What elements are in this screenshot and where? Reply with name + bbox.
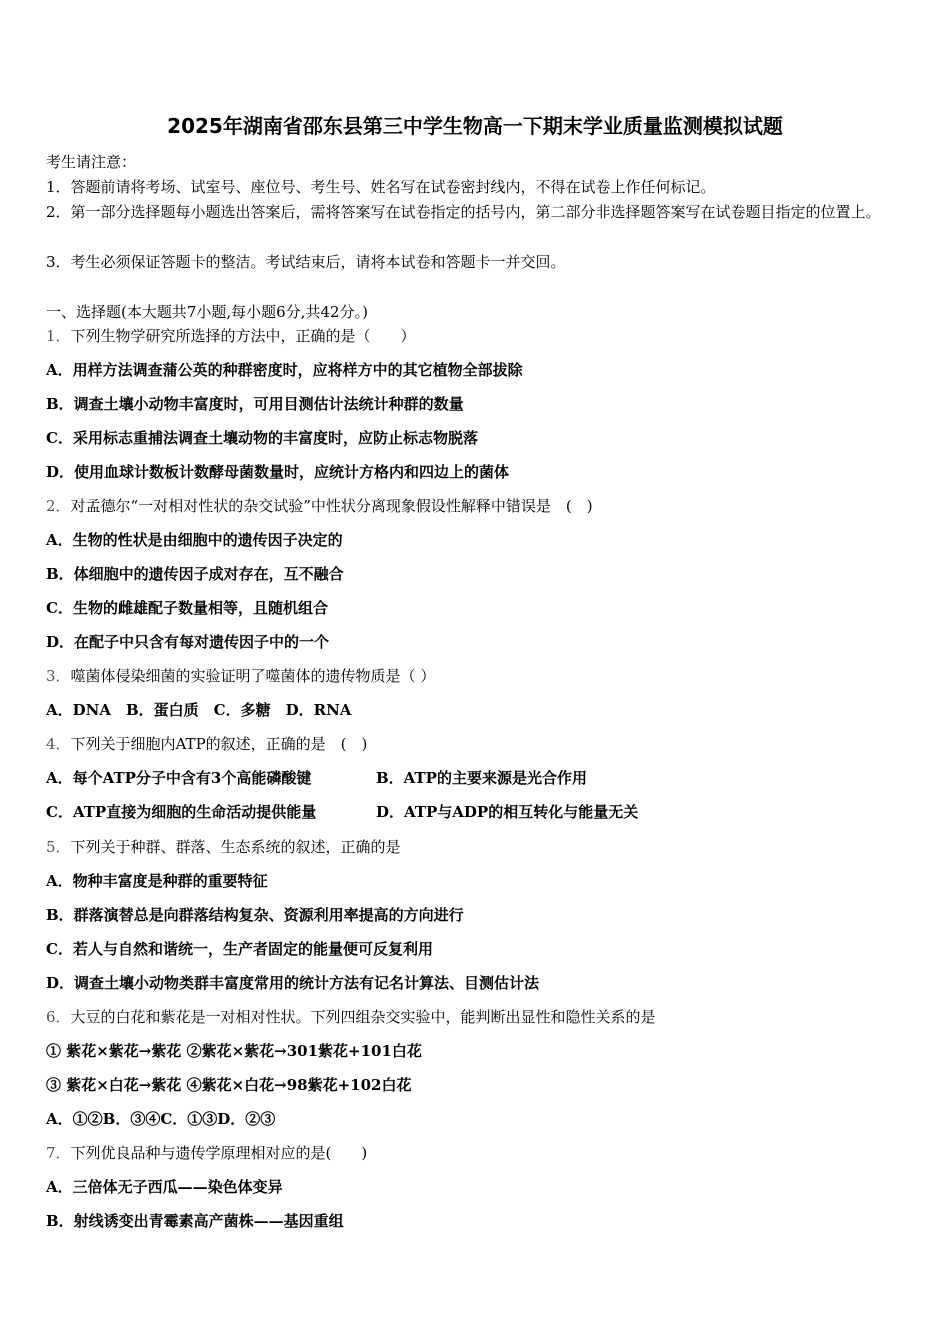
q1-option-b: B．调查土壤小动物丰富度时，可用目测估计法统计种群的数量 — [46, 395, 464, 413]
question-6 — [46, 1005, 906, 1029]
section-heading: 一、选择题(本大题共7小题,每小题6分,共42分。) — [46, 303, 368, 321]
question-stem: 下列关于细胞内ATP的叙述，正确的是 ( ) — [70, 735, 368, 753]
q4-option-row-1 — [46, 766, 906, 790]
q2-option-d: D．在配子中只含有每对遗传因子中的一个 — [46, 633, 330, 651]
q5-option-b: B．群落演替总是向群落结构复杂、资源利用率提高的方向进行 — [46, 906, 464, 924]
q7-option-a: A．三倍体无子西瓜——染色体变异 — [46, 1178, 283, 1196]
notice-item-3: 3．考生必须保证答题卡的整洁。考试结束后，请将本试卷和答题卡一并交回。 — [46, 253, 566, 271]
question-stem: 下列关于种群、群落、生态系统的叙述，正确的是 — [70, 838, 401, 856]
question-number: 6． — [46, 1008, 71, 1026]
question-1 — [46, 324, 906, 348]
q2-option-c: C．生物的雌雄配子数量相等，且随机组合 — [46, 599, 328, 617]
q4-option-b: B．ATP的主要来源是光合作用 — [376, 769, 587, 787]
q6-options: A．①②B．③④C．①③D．②③ — [46, 1110, 276, 1128]
q5-option-a: A．物种丰富度是种群的重要特征 — [46, 872, 268, 890]
q4-option-row-2 — [46, 800, 906, 824]
question-number: 5． — [46, 838, 71, 856]
q1-option-d: D．使用血球计数板计数酵母菌数量时，应统计方格内和四边上的菌体 — [46, 463, 510, 481]
q2-option-b: B．体细胞中的遗传因子成对存在，互不融合 — [46, 565, 344, 583]
question-number: 4． — [46, 735, 71, 753]
question-stem: 下列生物学研究所选择的方法中，正确的是（ ） — [70, 327, 416, 345]
question-number: 2． — [46, 497, 71, 515]
question-3 — [46, 664, 906, 688]
page-title: 2025年湖南省邵东县第三中学生物高一下期末学业质量监测模拟试题 — [167, 114, 783, 138]
q1-option-c: C．采用标志重捕法调查土壤动物的丰富度时，应防止标志物脱落 — [46, 429, 478, 447]
question-2 — [46, 494, 906, 518]
question-number: 1． — [46, 327, 71, 345]
question-stem: 下列优良品种与遗传学原理相对应的是( ) — [70, 1144, 368, 1162]
q4-option-d: D．ATP与ADP的相互转化与能量无关 — [376, 803, 639, 821]
q4-option-c: C．ATP直接为细胞的生命活动提供能量 — [46, 803, 317, 821]
q5-option-d: D．调查土壤小动物类群丰富度常用的统计方法有记名计算法、目测估计法 — [46, 974, 540, 992]
q6-cross-line-1: ① 紫花×紫花→紫花 ②紫花×紫花→301紫花+101白花 — [46, 1042, 422, 1060]
q1-option-a: A．用样方法调查蒲公英的种群密度时，应将样方中的其它植物全部拔除 — [46, 361, 523, 379]
notice-heading: 考生请注意： — [46, 153, 137, 171]
question-stem: 大豆的白花和紫花是一对相对性状。下列四组杂交实验中，能判断出显性和隐性关系的是 — [70, 1008, 656, 1026]
question-number: 7． — [46, 1144, 71, 1162]
question-number: 3． — [46, 667, 71, 685]
q7-option-b: B．射线诱变出青霉素高产菌株——基因重组 — [46, 1212, 344, 1230]
q6-cross-line-2: ③ 紫花×白花→紫花 ④紫花×白花→98紫花+102白花 — [46, 1076, 412, 1094]
q5-option-c: C．若人与自然和谐统一，生产者固定的能量便可反复利用 — [46, 940, 433, 958]
question-4 — [46, 732, 906, 756]
question-stem: 噬菌体侵染细菌的实验证明了噬菌体的遗传物质是（ ） — [70, 667, 436, 685]
question-5 — [46, 835, 906, 859]
q2-option-a: A．生物的性状是由细胞中的遗传因子决定的 — [46, 531, 343, 549]
question-7 — [46, 1141, 906, 1165]
question-stem: 对孟德尔“一对相对性状的杂交试验”中性状分离现象假设性解释中错误是 ( ) — [70, 497, 593, 515]
notice-item-1: 1．答题前请将考场、试室号、座位号、考生号、姓名写在试卷密封线内，不得在试卷上作任何标记。 — [46, 178, 716, 196]
q3-options: A．DNA B．蛋白质 C．多糖 D．RNA — [46, 701, 352, 719]
notice-item-2: 2．第一部分选择题每小题选出答案后，需将答案写在试卷指定的括号内，第二部分非选择题答案写在试卷题目指定的位置上。 — [46, 203, 881, 221]
q4-option-a: A．每个ATP分子中含有3个高能磷酸键 — [46, 769, 312, 787]
